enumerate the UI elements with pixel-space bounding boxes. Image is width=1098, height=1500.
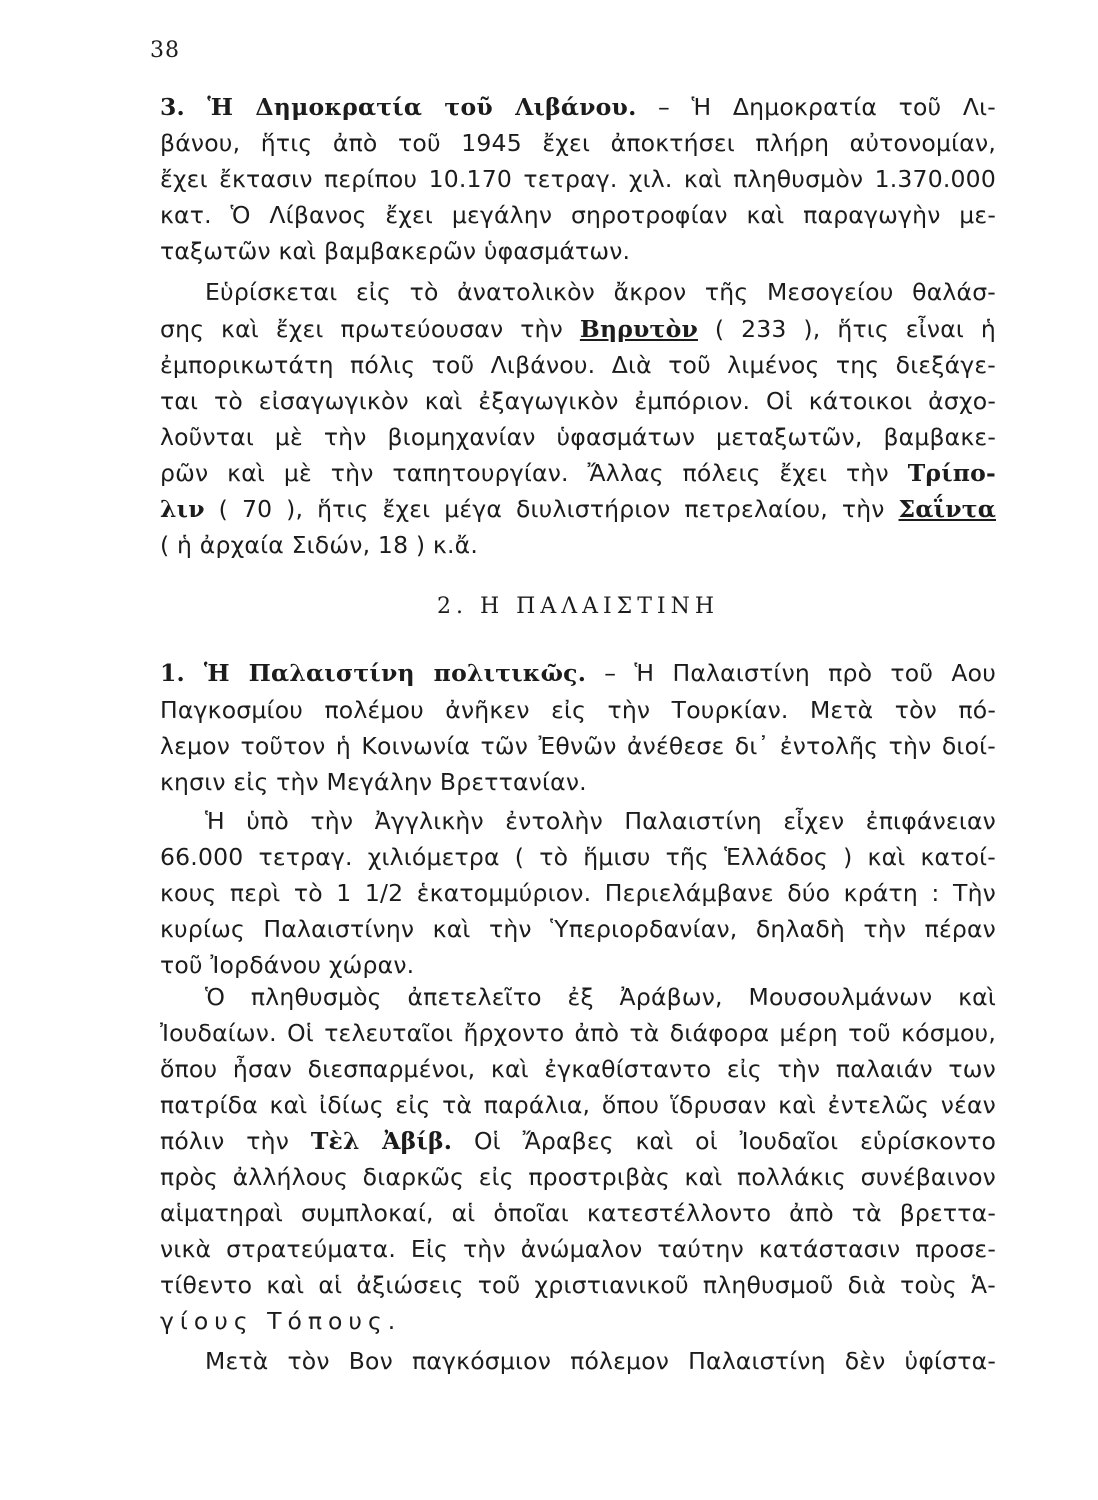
text-line: τοῦ Ἰορδάνου χώραν. [160, 951, 415, 979]
place-tel-aviv: Τὲλ Ἀβίβ. [310, 1127, 453, 1155]
text-fragment: ρῶν καὶ μὲ τὴν ταπητουργίαν. Ἄλλας πόλεις ἔχει τὴν [160, 459, 889, 487]
text-fragment: πόλιν τὴν [160, 1127, 290, 1155]
text-line: λοῦνται μὲ τὴν βιομηχανίαν ὑφασμάτων μεταξωτῶν, βαμβακε- [160, 423, 996, 451]
text-line: αἱματηραὶ συμπλοκαί, αἱ ὁποῖαι κατεστέλλοντο ἀπὸ τὰ βρεττα- [160, 1199, 996, 1227]
text-line: πρὸς ἀλλήλους διαρκῶς εἰς προστριβὰς καὶ πολλάκις συνέβαινον [160, 1163, 996, 1191]
text-line: κατ. Ὁ Λίβανος ἔχει μεγάλην σηροτροφίαν καὶ παραγωγὴν με- [160, 201, 996, 229]
text-line: κυρίως Παλαιστίνην καὶ τὴν Ὑπεριορδανίαν, δηλαδὴ τὴν πέραν [160, 915, 996, 943]
text-line: βάνου, ἥτις ἀπὸ τοῦ 1945 ἔχει ἀποκτήσει πλήρη αὐτονομίαν, [160, 129, 996, 157]
text-line: 66.000 τετραγ. χιλιόμετρα ( τὸ ἥμισυ τῆς Ἑλλάδος ) καὶ κατοί- [160, 843, 996, 871]
text-line-beirut [160, 313, 996, 345]
lebanon-heading-line [160, 91, 996, 123]
text-fragment: Οἱ Ἄραβες καὶ οἱ Ἰουδαῖοι εὑρίσκοντο [473, 1127, 997, 1155]
page-number: 38 [150, 38, 180, 63]
text-line: Εὑρίσκεται εἰς τὸ ἀνατολικὸν ἄκρον τῆς Μεσογείου θαλάσ- [205, 278, 996, 306]
text-line: Ἰουδαίων. Οἱ τελευταῖοι ἤρχοντο ἀπὸ τὰ διάφορα μέρη τοῦ κόσμου, [160, 1019, 996, 1047]
text-line-saida [160, 493, 996, 525]
text-line: κησιν εἰς τὴν Μεγάλην Βρεττανίαν. [160, 768, 587, 796]
text-line: ὅπου ἦσαν διεσπαρμένοι, καὶ ἐγκαθίσταντο εἰς τὴν παλαιάν των [160, 1055, 996, 1083]
text-fragment: σης καὶ ἔχει πρωτεύουσαν τὴν [160, 315, 563, 343]
palestine-heading-line [160, 657, 996, 689]
text-line: – Ἡ Δημοκρατία τοῦ Λι- [658, 93, 996, 121]
text-line: κους περὶ τὸ 1 1/2 ἑκατομμύριον. Περιελάμβανε δύο κράτη : Τὴν [160, 879, 996, 907]
section-title: 2. Η ΠΑΛΑΙΣΤΙΝΗ [436, 594, 720, 619]
text-line: ταξωτῶν καὶ βαμβακερῶν ὑφασμάτων. [160, 237, 631, 265]
place-tripoli: Τρίπο- [907, 459, 997, 487]
place-saida: Σαΐντα [898, 495, 997, 523]
text-line: ( ἡ ἀρχαία Σιδών, 18 ) κ.ἄ. [160, 531, 479, 559]
text-line: γίους Τόπους. [160, 1307, 402, 1335]
text-line: λεμον τοῦτον ἡ Κοινωνία τῶν Ἐθνῶν ἀνέθεσε δι᾽ ἐντολῆς τὴν διοί- [160, 732, 996, 760]
text-line: ται τὸ εἰσαγωγικὸν καὶ ἐξαγωγικὸν ἐμπόριον. Οἱ κάτοικοι ἀσχο- [160, 387, 996, 415]
text-line: Ὁ πληθυσμὸς ἀπετελεῖτο ἐξ Ἀράβων, Μουσουλμάνων καὶ [205, 983, 996, 1011]
text-line: νικὰ στρατεύματα. Εἰς τὴν ἀνώμαλον ταύτην κατάστασιν προσε- [160, 1235, 996, 1263]
text-line-tripoli [160, 457, 996, 489]
text-line: ἔχει ἔκτασιν περίπου 10.170 τετραγ. χιλ. καὶ πληθυσμὸν 1.370.000 [160, 165, 996, 193]
text-line: τίθεντο καὶ αἱ ἀξιώσεις τοῦ χριστιανικοῦ πληθυσμοῦ διὰ τοὺς Ἁ- [160, 1271, 996, 1299]
text-line: Ἡ ὑπὸ τὴν Ἀγγλικὴν ἐντολὴν Παλαιστίνη εἶχεν ἐπιφάνειαν [205, 807, 996, 835]
text-fragment: ( 233 ), ἥτις εἶναι ἡ [714, 315, 997, 343]
text-line: Μετὰ τὸν Βον παγκόσμιον πόλεμον Παλαιστίνη δὲν ὑφίστα- [205, 1347, 996, 1375]
text-line: ἐμπορικωτάτη πόλις τοῦ Λιβάνου. Διὰ τοῦ λιμένος της διεξάγε- [160, 351, 996, 379]
text-line-telaviv [160, 1125, 996, 1157]
text-line: – Ἡ Παλαιστίνη πρὸ τοῦ Αου [604, 659, 996, 687]
text-line: πατρίδα καὶ ἰδίως εἰς τὰ παράλια, ὅπου ἵδρυσαν καὶ ἐντελῶς νέαν [160, 1091, 996, 1119]
place-beirut: Βηρυτὸν [579, 315, 698, 343]
place-tripoli-cont: λιν [160, 495, 205, 523]
lebanon-heading: 3. Ἡ Δημοκρατία τοῦ Λιβάνου. [160, 93, 637, 121]
palestine-heading: 1. Ἡ Παλαιστίνη πολιτικῶς. [160, 659, 587, 687]
text-line: Παγκοσμίου πολέμου ἀνῆκεν εἰς τὴν Τουρκίαν. Μετὰ τὸν πό- [160, 696, 996, 724]
text-fragment: ( 70 ), ἥτις ἔχει μέγα διυλιστήριον πετρελαίου, τὴν [218, 495, 885, 523]
